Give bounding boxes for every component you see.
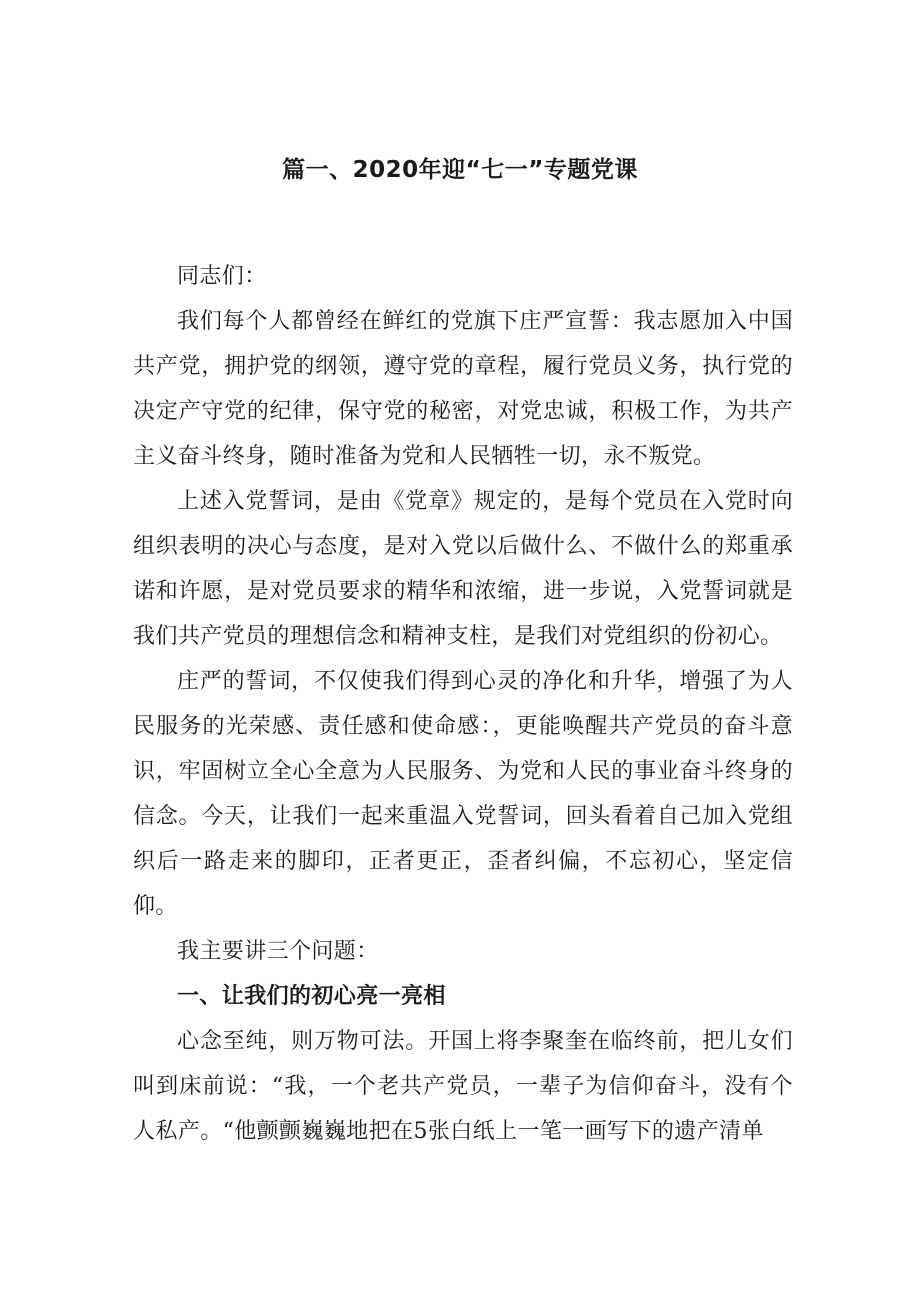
paragraph-oath-meaning: 上述入党誓词，是由《党章》规定的，是每个党员在入党时向组织表明的决心与态度，是对入党以后做什么、不做什么的郑重承诺和许愿，是对党员要求的精华和浓缩，进一步说，入党誓词就是我们共产党员的理想信念和精神支柱，是我们对党组织的份初心。	[133, 489, 793, 649]
paragraph-oath: 我们每个人都曾经在鲜红的党旗下庄严宣誓：我志愿加入中国共产党，拥护党的纲领，遵守党的章程，履行党员义务，执行党的决定产守党的纪律，保守党的秘密，对党忠诚，积极工作，为共产主义奋斗终身，随时准备为党和人民牺牲一切，永不叛党。	[133, 309, 793, 469]
greeting: 同志们：	[177, 264, 267, 289]
paragraph-oath-significance: 庄严的誓词，不仅使我们得到心灵的净化和升华，增强了为人民服务的光荣感、责任感和使命感：，更能唤醒共产党员的奋斗意识，牢固树立全心全意为人民服务、为党和人民的事业奋斗终身的信念。今天，让我们一起来重温入党誓词，回头看着自己加入党组织后一路走来的脚印，正者更正，歪者纠偏，不忘初心，坚定信仰。	[133, 669, 793, 919]
document-title: 篇一、2020年迎“七一”专题党课	[282, 157, 638, 183]
section-heading: 一、让我们的初心亮一亮相	[177, 984, 446, 1009]
document-body	[133, 254, 793, 1154]
section-paragraph: 心念至纯，则万物可法。开国上将李聚奎在临终前，把儿女们叫到床前说：“我，一个老共产党员，一辈子为信仰奋斗，没有个人私产。“他颤颤巍巍地把在5张白纸上一笔一画写下的遗产清单	[133, 1029, 793, 1144]
paragraph-intro: 我主要讲三个问题：	[177, 939, 379, 964]
